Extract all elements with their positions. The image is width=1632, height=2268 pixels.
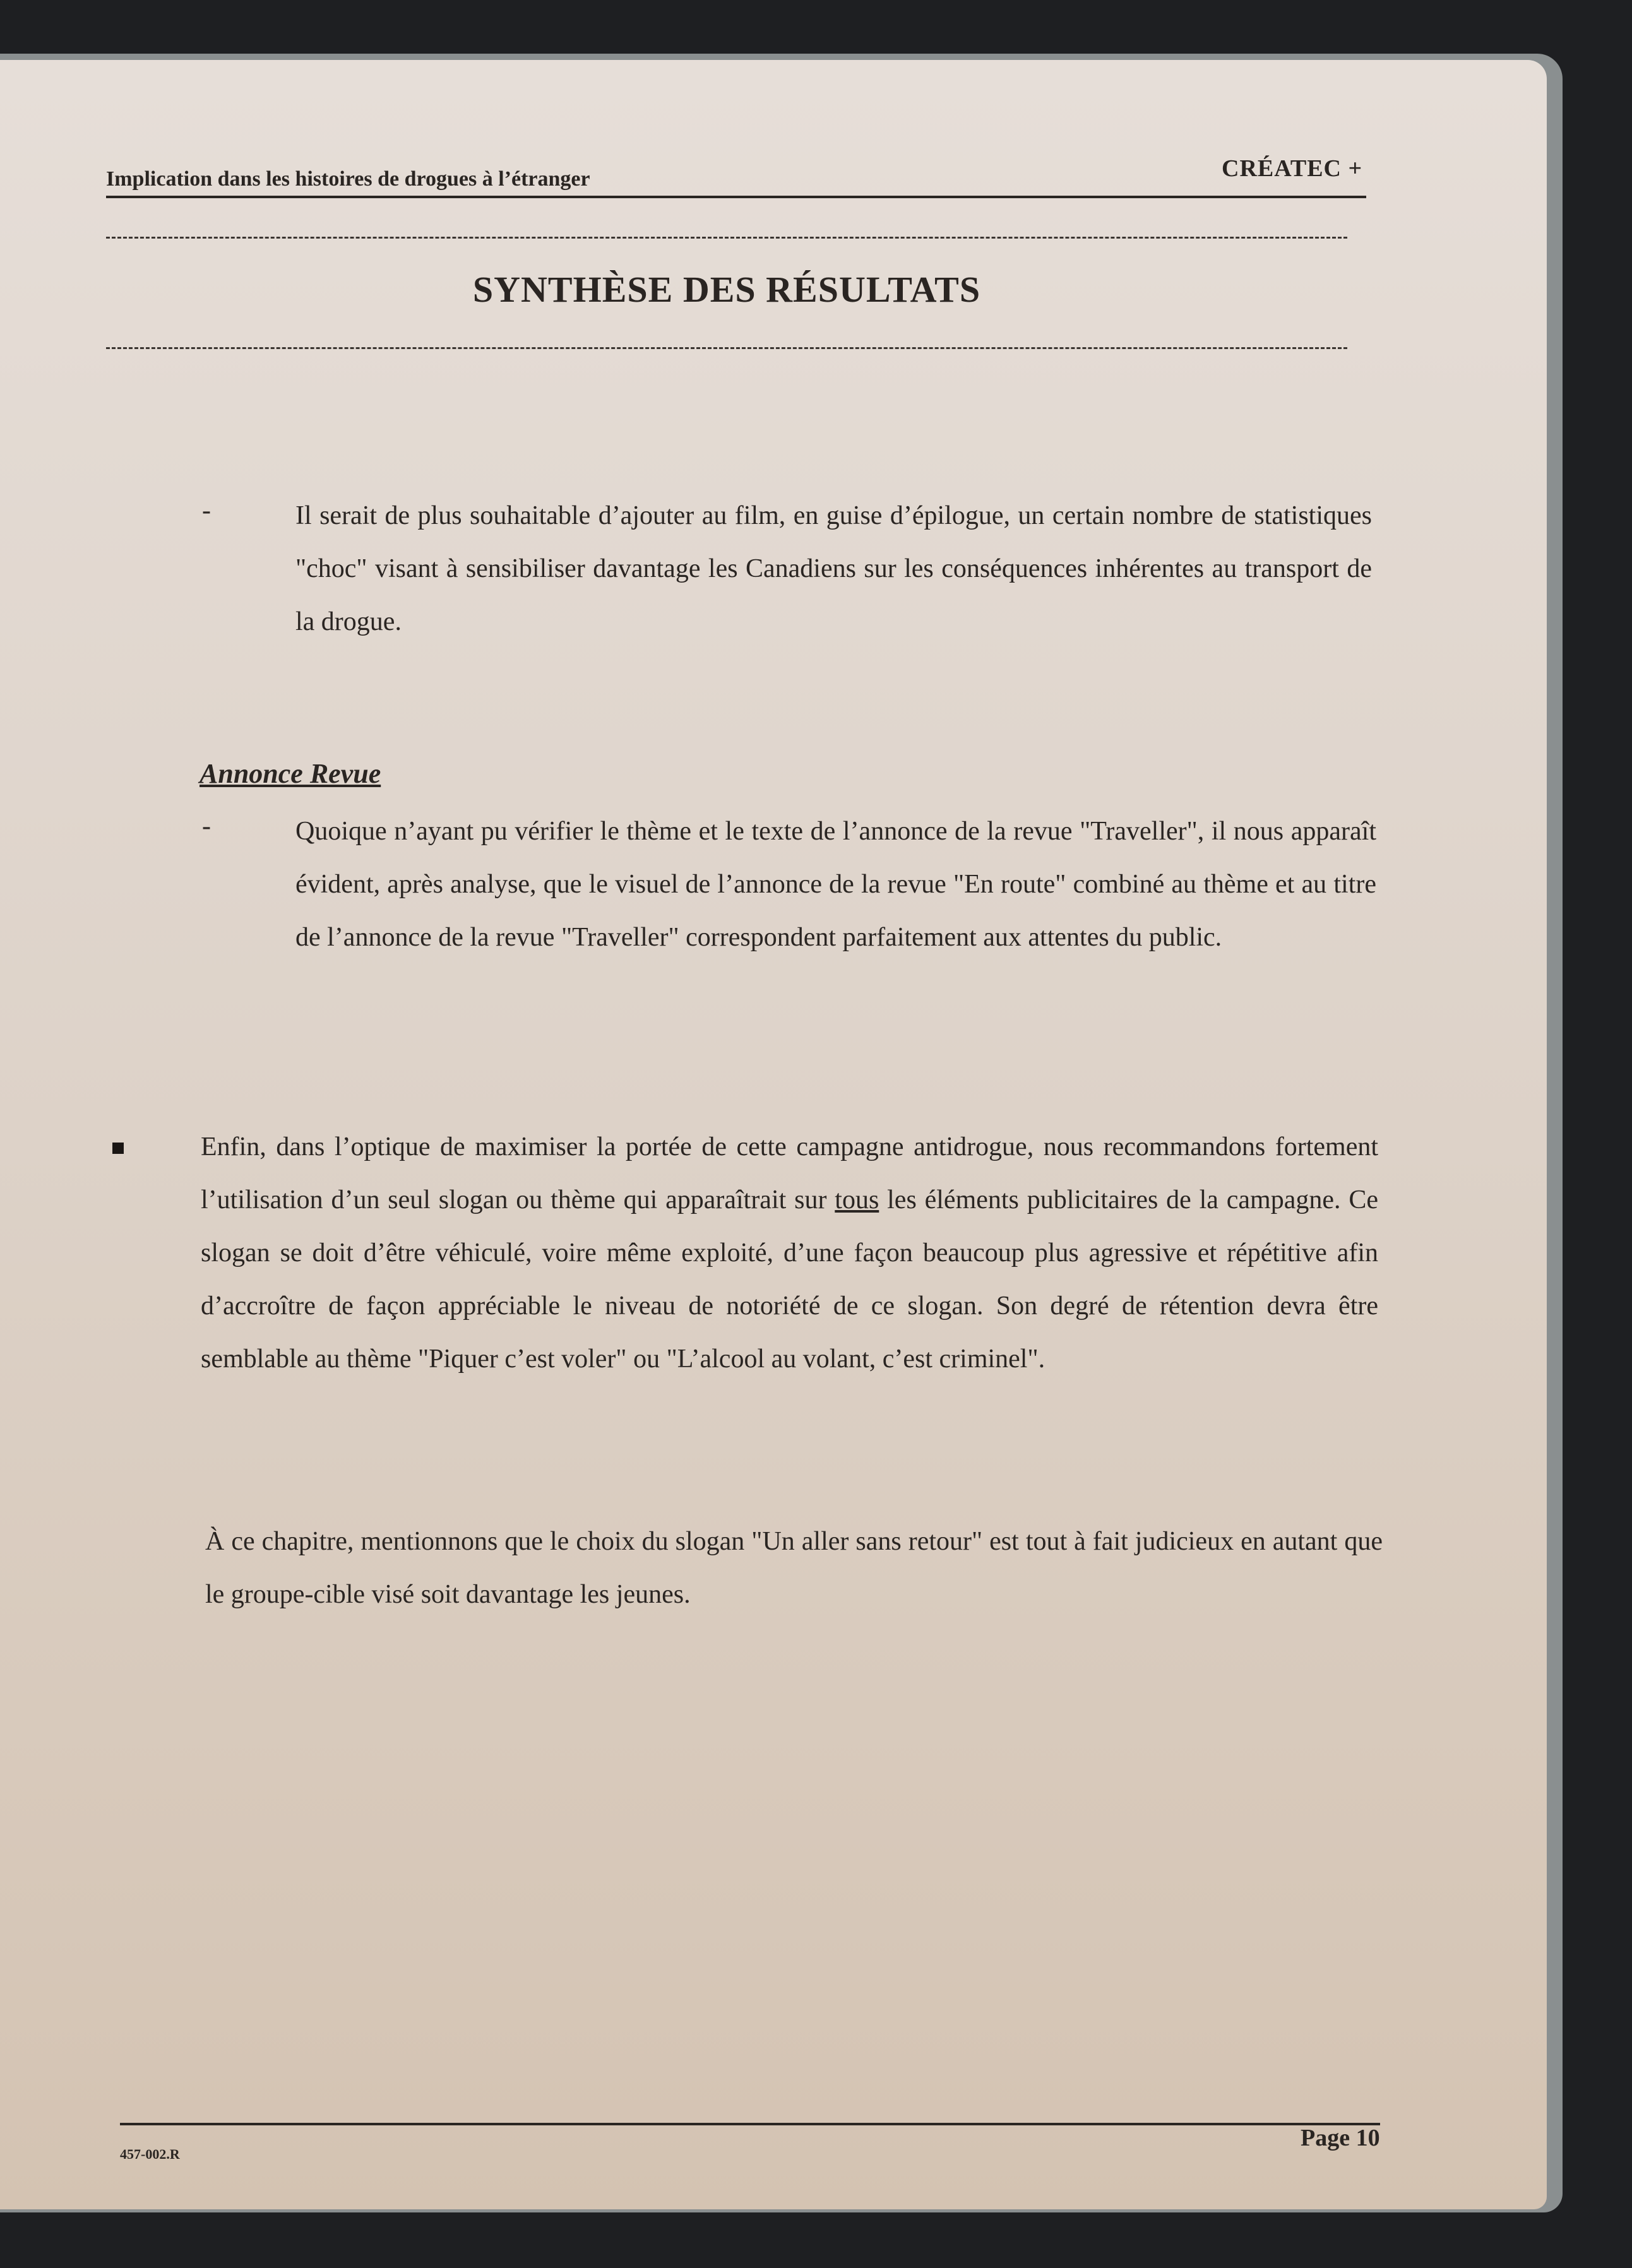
bullet-square xyxy=(112,1143,124,1154)
underlined-word-tous: tous xyxy=(835,1185,879,1214)
paragraph-annonce: Quoique n’ayant pu vérifier le thème et le texte de l’annonce de la revue "Traveller", il nous apparaît évident, après analyse, que le visuel de l’annonce de la revue "En route" combiné au thème et au titre de l’annonce de la revue "Traveller" correspondent parfaitement aux attentes du public. xyxy=(295,817,1376,952)
dash-marker-2: - xyxy=(202,812,211,841)
recommendation-text-end: les éléments publicitaires de la campagne. Ce slogan se doit d’être véhiculé, voire même exploité, d’une façon beaucoup plus agressive et répétitive afin d’accroître de façon appréciable le niveau de notoriété de ce slogan. Son degré de rétention devra être semblable au thème "Piquer c’est voler" ou "L’alcool au volant, c’est criminel". xyxy=(201,1185,1378,1374)
footer-rule xyxy=(120,2123,1380,2125)
footer-doc-code: 457-002.R xyxy=(120,2146,180,2162)
title-top-rule xyxy=(106,237,1347,239)
page-title: SYNTHÈSE DES RÉSULTATS xyxy=(472,269,981,310)
title-bottom-rule xyxy=(106,347,1347,349)
footer-page-number: Page 10 xyxy=(1301,2125,1380,2151)
paragraph-slogan: À ce chapitre, mentionnons que le choix du slogan "Un aller sans retour" est tout à fait judicieux en autant que le groupe-cible visé soit davantage les jeunes. xyxy=(205,1527,1383,1609)
header-left: Implication dans les histoires de drogues à l’étranger xyxy=(106,167,590,191)
header-rule xyxy=(106,196,1366,198)
header-right: CRÉATEC + xyxy=(1222,155,1363,182)
subheading-annonce-revue: Annonce Revue xyxy=(200,758,381,789)
recommendation-text-start: Enfin, dans l’optique de maximiser la portée de cette campagne antidrogue, nous recommandons fortement l’utilisation d’un seul slogan ou thème qui apparaîtrait sur xyxy=(201,1132,1378,1214)
dash-marker-1: - xyxy=(202,496,211,525)
paragraph-recommendation xyxy=(201,1120,1378,1386)
document-page xyxy=(0,60,1547,2209)
paragraph-epilogue: Il serait de plus souhaitable d’ajouter au film, en guise d’épilogue, un certain nombre de statistiques "choc" visant à sensibiliser davantage les Canadiens sur les conséquences inhérentes au transport de la drogue. xyxy=(295,501,1372,636)
